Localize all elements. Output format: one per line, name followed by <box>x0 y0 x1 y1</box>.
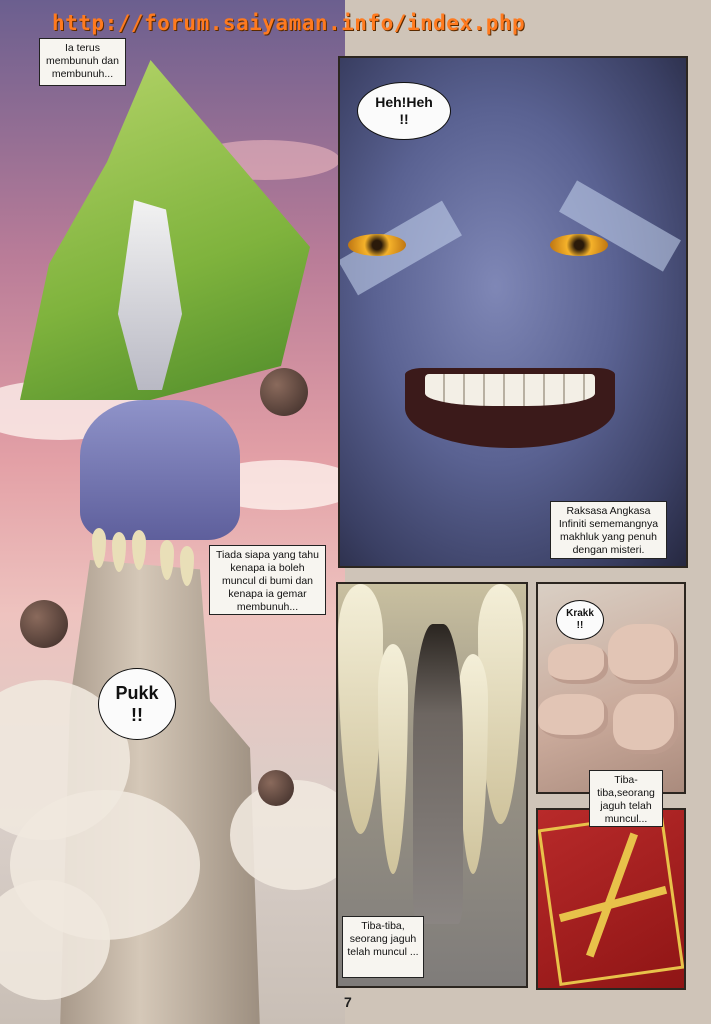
balloon-laugh: Heh!Heh !! <box>357 82 451 140</box>
red-card-panel <box>536 808 686 990</box>
caption-hand-panel: Tiba-tiba,seorang jaguh telah muncul... <box>589 770 663 827</box>
creature-legs <box>80 400 240 540</box>
bomb-ball-left <box>20 600 68 648</box>
caption-claw-panel: Tiba-tiba, seorang jaguh telah muncul ... <box>342 916 424 978</box>
balloon-krakk: Krakk !! <box>556 600 604 640</box>
left-eye <box>348 234 406 256</box>
right-eye <box>550 234 608 256</box>
bomb-ball-falling <box>258 770 294 806</box>
bomb-ball-right <box>260 368 308 416</box>
caption-middle-left: Tiada siapa yang tahu kenapa ia boleh muncul di bumi dan kenapa ia gemar membunuh... <box>209 545 326 615</box>
caption-top-left: Ia terus membunuh dan membunuh... <box>39 38 126 86</box>
page-number: 7 <box>344 994 352 1010</box>
balloon-pukk: Pukk !! <box>98 668 176 740</box>
caption-face-panel: Raksasa Angkasa Infiniti sememangnya makhluk yang penuh dengan misteri. <box>550 501 667 559</box>
watermark-url: http://forum.saiyaman.info/index.php <box>52 11 526 35</box>
grin <box>405 368 615 448</box>
splash-panel <box>0 0 345 1024</box>
rock-finger <box>413 624 463 924</box>
